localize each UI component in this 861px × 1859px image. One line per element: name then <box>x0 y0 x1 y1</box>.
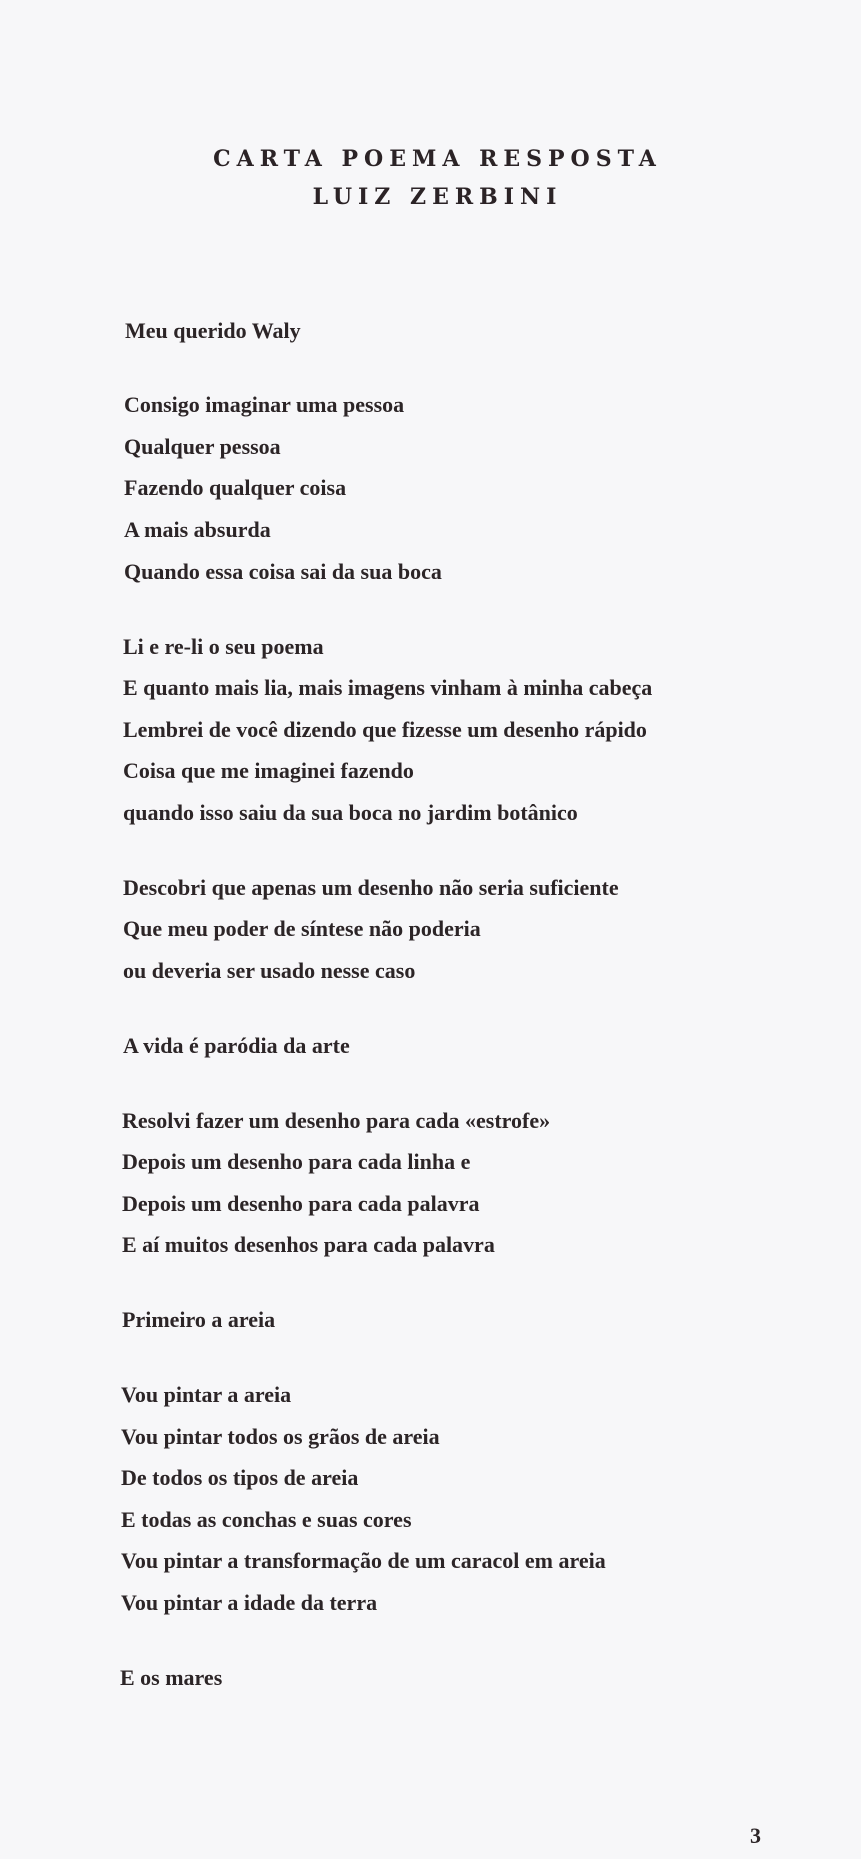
poem-line: Li e re-li o seu poema <box>123 634 324 659</box>
poem-line: E todas as conchas e suas cores <box>121 1507 412 1532</box>
title-heading: CARTA POEMA RESPOSTA <box>213 146 662 172</box>
poem-line: Vou pintar todos os grãos de areia <box>121 1424 440 1449</box>
poem-line: Descobri que apenas um desenho não seria suficiente <box>123 875 619 900</box>
poem-line: quando isso saiu da sua boca no jardim botânico <box>123 800 578 825</box>
poem-line: Fazendo qualquer coisa <box>124 475 347 500</box>
poem-line: A mais absurda <box>124 517 271 542</box>
poem-line: E aí muitos desenhos para cada palavra <box>122 1232 495 1257</box>
poem-greeting: Meu querido Waly <box>125 318 301 343</box>
poem-line: Coisa que me imaginei fazendo <box>123 758 414 783</box>
poem-line: Primeiro a areia <box>122 1307 276 1332</box>
poem-line: ou deveria ser usado nesse caso <box>123 958 416 983</box>
poem-line: Resolvi fazer um desenho para cada «estrofe» <box>122 1108 551 1133</box>
poem-line: Que meu poder de síntese não poderia <box>123 916 481 941</box>
poem-line: A vida é paródia da arte <box>123 1033 350 1058</box>
author-name: LUIZ ZERBINI <box>312 184 563 210</box>
poem-line: Vou pintar a transformação de um caracol em areia <box>121 1548 606 1573</box>
poem-line: De todos os tipos de areia <box>121 1465 359 1490</box>
poem-line: Depois um desenho para cada linha e <box>122 1149 471 1174</box>
poem-line: E os mares <box>120 1665 223 1690</box>
poem-line: Lembrei de você dizendo que fizesse um desenho rápido <box>123 717 647 742</box>
poem-line: Depois um desenho para cada palavra <box>122 1191 480 1216</box>
poem-line: Qualquer pessoa <box>124 434 281 459</box>
poem-line: Consigo imaginar uma pessoa <box>124 392 405 417</box>
poem-line: Vou pintar a areia <box>121 1382 292 1407</box>
poem-line: E quanto mais lia, mais imagens vinham à minha cabeça <box>123 675 653 700</box>
poem-line: Quando essa coisa sai da sua boca <box>124 559 442 584</box>
poem-title <box>0 140 861 216</box>
poem-line: Vou pintar a idade da terra <box>121 1590 378 1615</box>
page-number: 3 <box>750 1823 761 1848</box>
